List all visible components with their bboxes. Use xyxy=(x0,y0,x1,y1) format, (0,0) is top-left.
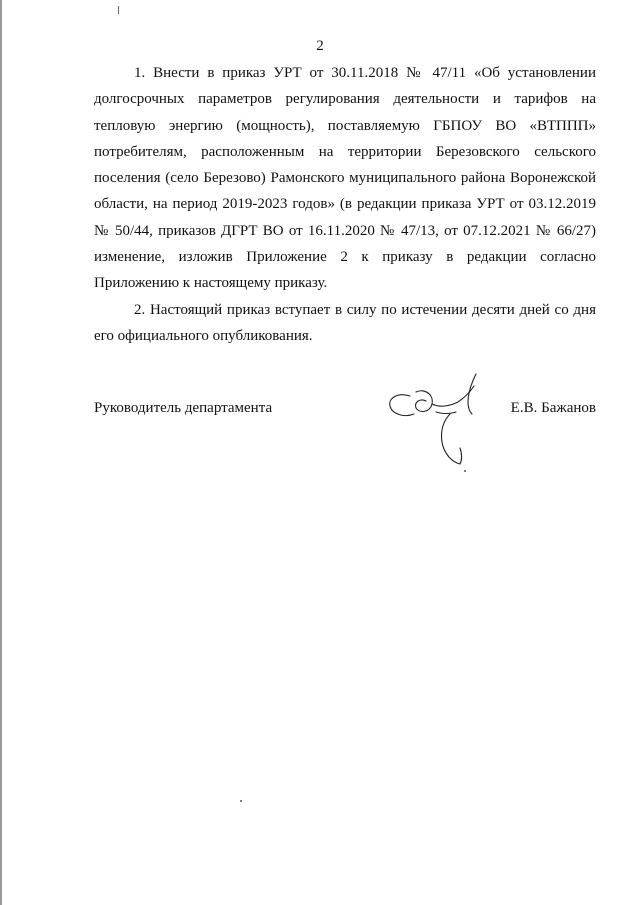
signature-block xyxy=(94,400,596,424)
scan-edge-mark xyxy=(118,6,119,14)
signatory-name: Е.В. Бажанов xyxy=(510,400,596,416)
page-number: 2 xyxy=(316,38,324,54)
document-body xyxy=(94,60,596,349)
handwritten-signature-icon xyxy=(380,368,490,478)
paragraph-1: 1. Внести в приказ УРТ от 30.11.2018 № 47/11 «Об установлении долгосрочных параметров регулирования деятельности и тарифов на тепловую энергию (мощность), поставляемую ГБПОУ ВО «ВТППП» потребителям, расположенным на территории Березовского сельского поселения (село Березово) Рамонского муниципального района Воронежской области, на период 2019-2023 годов» (в редакции приказа УРТ от 03.12.2019 № 50/44, приказов ДГРТ ВО от 16.11.2020 № 47/13, от 07.12.2021 № 66/27) изменение, изложив Приложение 2 к приказу в редакции согласно Приложению к настоящему приказу. xyxy=(94,65,596,292)
scan-speck xyxy=(464,470,466,472)
signatory-position: Руководитель департамента xyxy=(94,400,273,416)
scan-edge-mark xyxy=(0,0,2,905)
scan-speck xyxy=(240,800,242,802)
paragraph-2: 2. Настоящий приказ вступает в силу по истечении десяти дней со дня его официального опубликования. xyxy=(94,301,596,344)
